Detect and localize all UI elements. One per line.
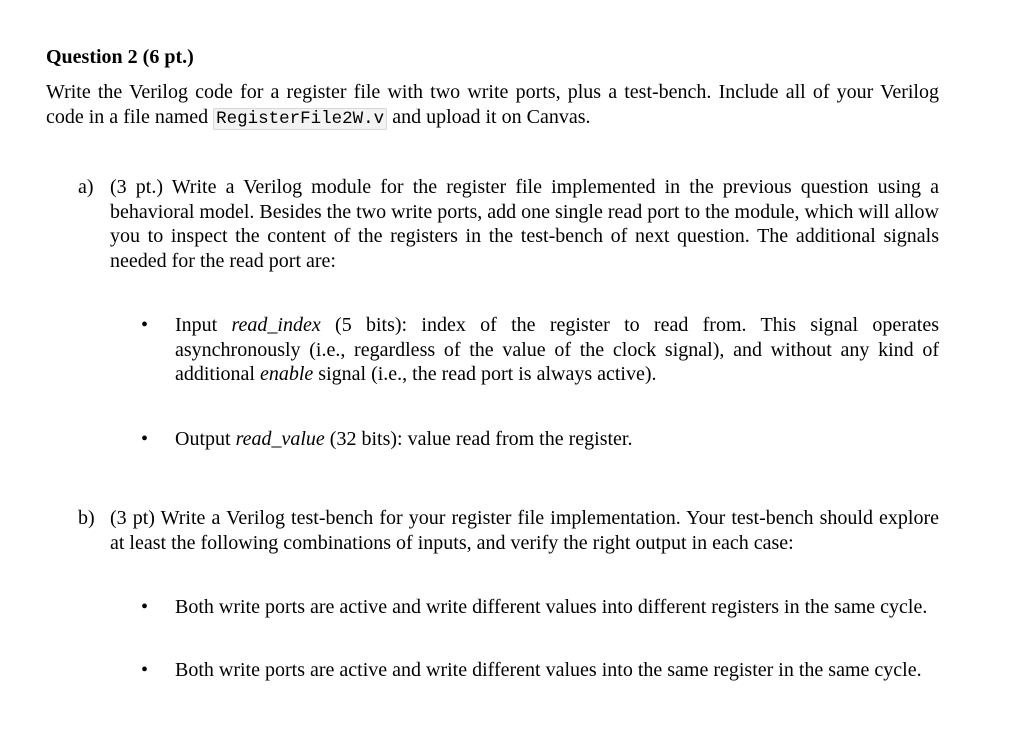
document-page	[46, 44, 939, 682]
intro-text-1: Write the Verilog code for a register file with two write ports, plus a test-bench. Include all of your Verilog code in a file named	[46, 81, 939, 128]
bullet-dot: •	[141, 314, 149, 336]
question-title: Question 2 (6 pt.)	[46, 46, 194, 68]
signal-name: read_index	[231, 314, 321, 336]
intro-text-2: and upload it on Canvas.	[392, 105, 591, 128]
bullet-text: Both write ports are active and write different values into different registers in the same cycle.	[175, 596, 928, 618]
part-a-marker: a)	[78, 176, 94, 198]
bullet-suffix: signal (i.e., the read port is always active).	[318, 363, 657, 385]
part-b-text: (3 pt) Write a Verilog test-bench for your register file implementation. Your test-bench should explore at least the following combinations of inputs, and verify the right output in each case:	[110, 507, 939, 554]
bullet-dot: •	[141, 658, 149, 681]
bullet-dot: •	[141, 596, 149, 618]
bullet-middle: (32 bits): value read from the register.	[329, 427, 633, 450]
signal-name: read_value	[235, 427, 325, 450]
bullet-prefix: Input	[175, 314, 218, 336]
bullet-text: Both write ports are active and write different values into the same register in the same cycle.	[175, 658, 922, 681]
part-a-text: (3 pt.) Write a Verilog module for the register file implemented in the previous question using a behavioral model. Besides the two write ports, add one single read port to the module, which will allow you to inspect the content of the registers in the test-bench of next question. The additional signals needed for the read port are:	[110, 176, 939, 272]
emphasis-word: enable	[259, 363, 314, 385]
question-intro	[46, 80, 939, 131]
bullet-middle: (5 bits): index of the register to read from. This signal operates asynchronously (i.e., regardless of the value of the clock signal), and without any kind of additional	[175, 314, 940, 385]
part-a-bullet-read-index	[141, 313, 940, 387]
part-b-marker: b)	[78, 507, 95, 529]
part-b	[78, 506, 939, 555]
part-b-bullet-same-register	[141, 658, 939, 683]
part-a	[78, 175, 939, 273]
part-b-bullet-different-registers	[141, 595, 939, 620]
filename-code: RegisterFile2W.v	[213, 108, 387, 130]
bullet-prefix: Output	[175, 427, 231, 450]
part-a-bullet-read-value	[141, 427, 939, 452]
bullet-dot: •	[141, 427, 149, 450]
